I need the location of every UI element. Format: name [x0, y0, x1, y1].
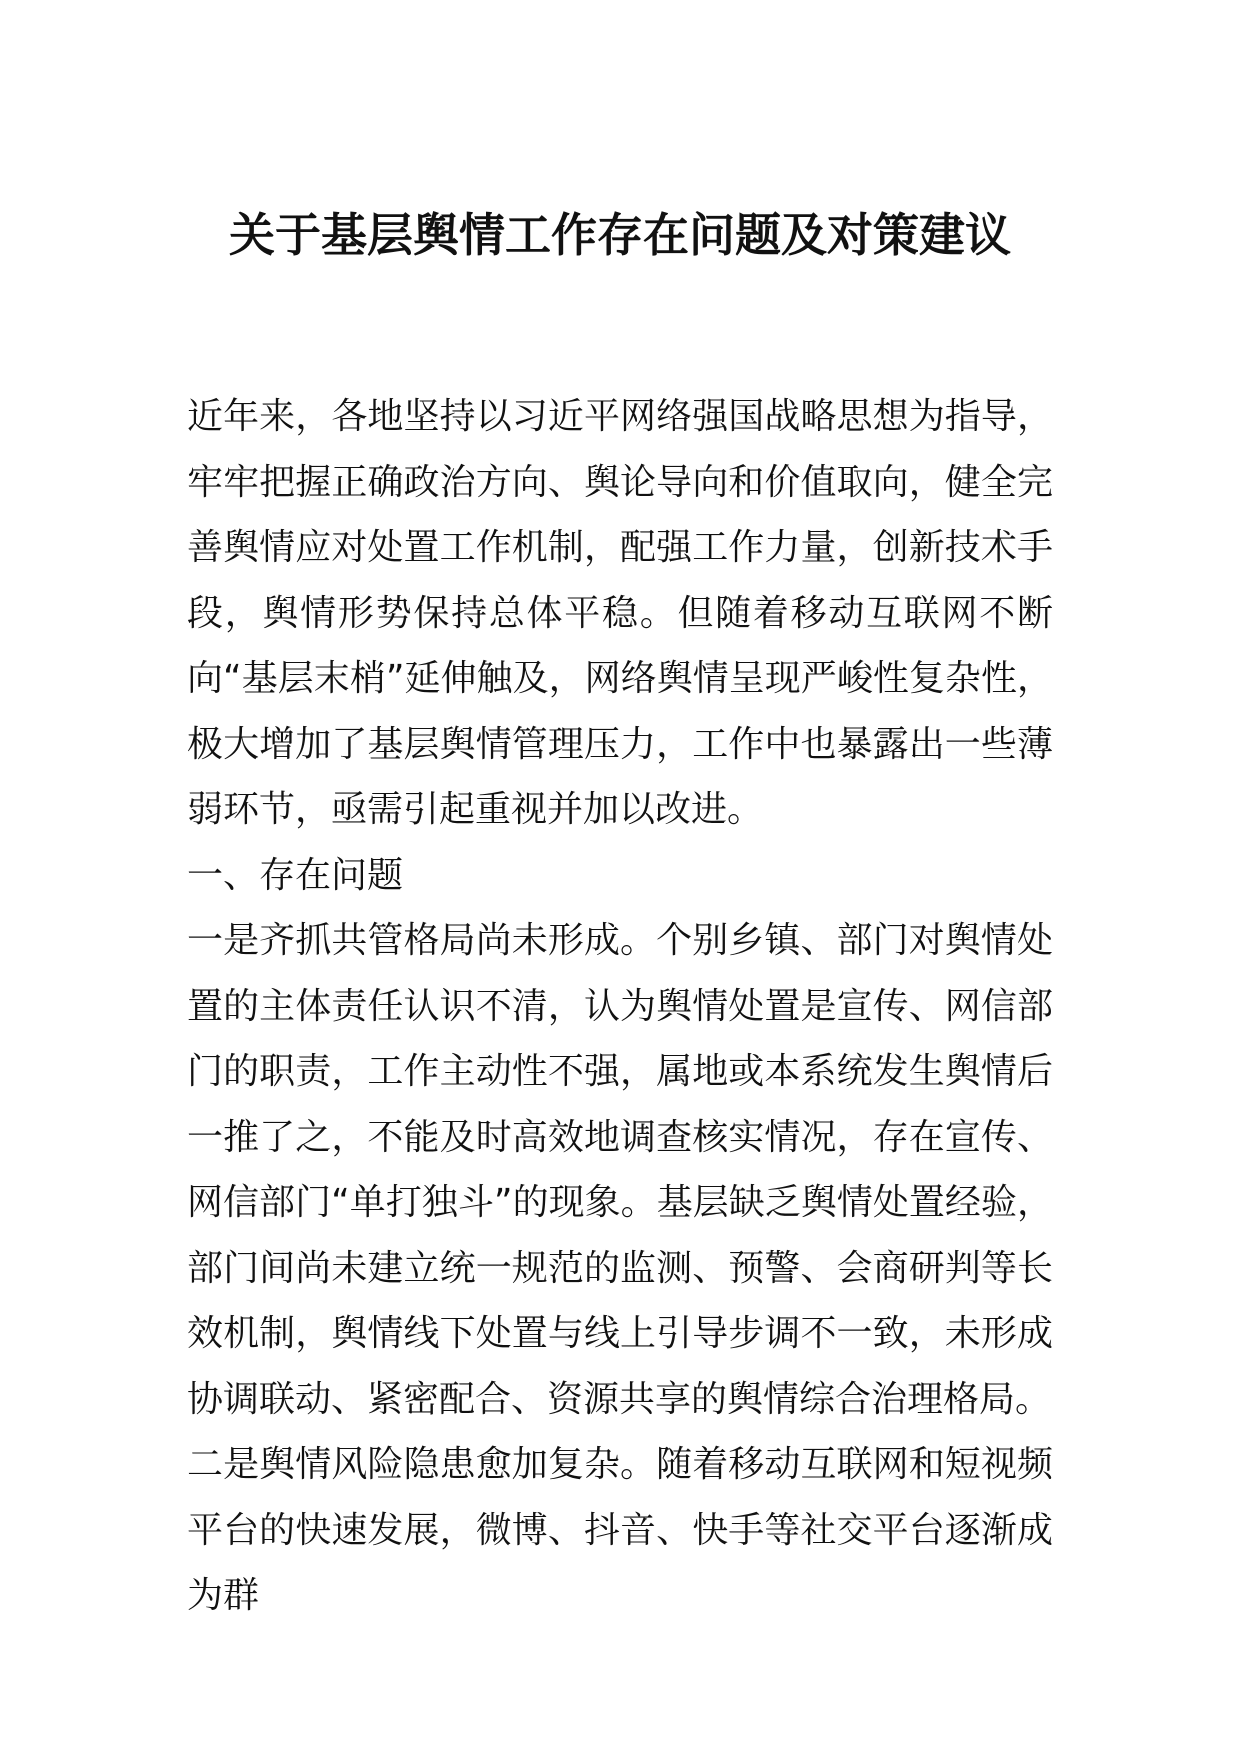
paragraph-intro: 近年来，各地坚持以习近平网络强国战略思想为指导，牢牢把握正确政治方向、舆论导向和价值取向，健全完善舆情应对处置工作机制，配强工作力量，创新技术手段，舆情形势保持总体平稳。但随着移动互联网不断向“基层末梢”延伸触及，网络舆情呈现严峻性复杂性，极大增加了基层舆情管理压力，工作中也暴露出一些薄弱环节，亟需引起重视并加以改进。 — [187, 396, 1053, 830]
paragraph-problem-1: 一是齐抓共管格局尚未形成。个别乡镇、部门对舆情处置的主体责任认识不清，认为舆情处置是宣传、网信部门的职责，工作主动性不强，属地或本系统发生舆情后一推了之，不能及时高效地调查核实情况，存在宣传、网信部门“单打独斗”的现象。基层缺乏舆情处置经验，部门间尚未建立统一规范的监测、预警、会商研判等长效机制，舆情线下处置与线上引导步调不一致，未形成协调联动、紧密配合、资源共享的舆情综合治理格局。 — [187, 920, 1053, 1420]
section-heading-problems: 一、存在问题 — [187, 854, 404, 896]
document-body — [187, 384, 1053, 1629]
paragraph-problem-2: 二是舆情风险隐患愈加复杂。随着移动互联网和短视频平台的快速发展，微博、抖音、快手等社交平台逐渐成为群 — [187, 1444, 1053, 1616]
document-title: 关于基层舆情工作存在问题及对策建议 — [229, 208, 1011, 262]
